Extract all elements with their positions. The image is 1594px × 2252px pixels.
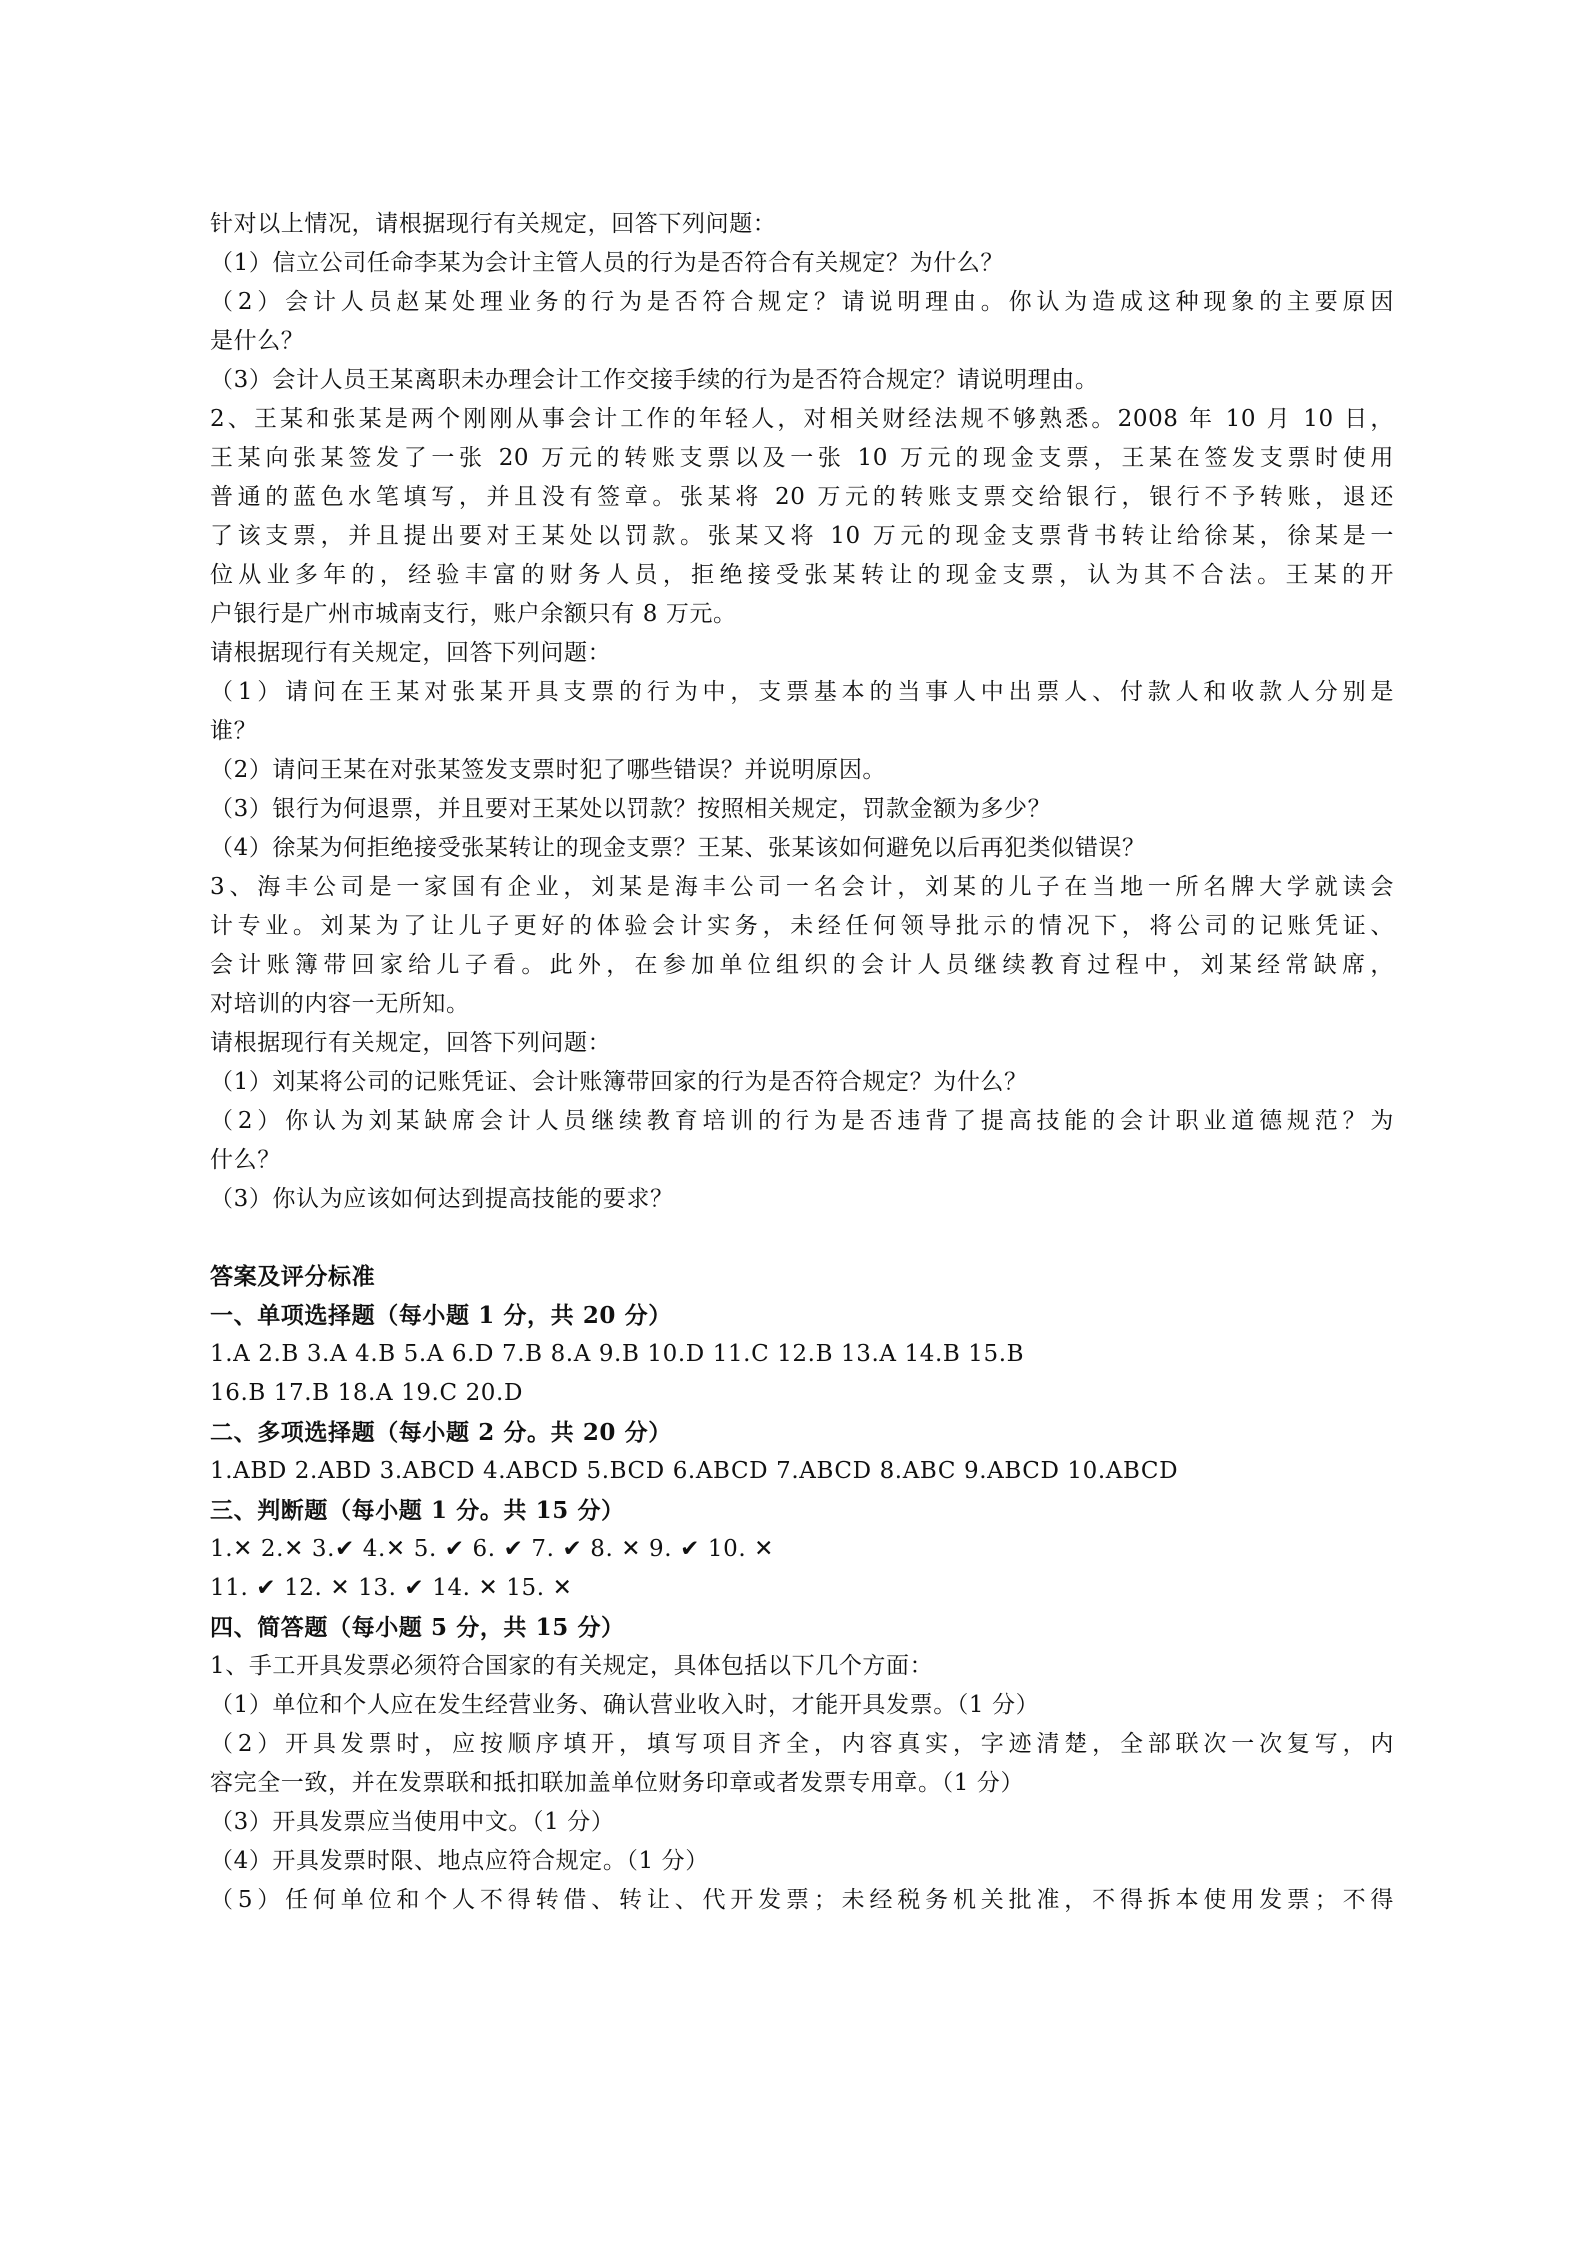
case2-question-1: （1）请问在王某对张某开具支票的行为中，支票基本的当事人中出票人、付款人和收款人分别是 <box>210 679 1394 705</box>
case2-line-2: 王某向张某签发了一张 20 万元的转账支票以及一张 10 万元的现金支票，王某在签发支票时使用 <box>210 445 1394 471</box>
case2-line-1: 2、王某和张某是两个刚刚从事会计工作的年轻人，对相关财经法规不够熟悉。2008 年 10 月 10 日， <box>210 406 1394 432</box>
section3-title: 三、判断题（每小题 1 分。共 15 分） <box>210 1497 625 1524</box>
case3-question-2: （2）你认为刘某缺席会计人员继续教育培训的行为是否违背了提高技能的会计职业道德规范？为 <box>210 1108 1394 1134</box>
case2-line-4: 了该支票，并且提出要对王某处以罚款。张某又将 10 万元的现金支票背书转让给徐某，徐某是一 <box>210 523 1394 549</box>
case2-question-3: （3）银行为何退票，并且要对王某处以罚款？按照相关规定，罚款金额为多少？ <box>210 796 1052 822</box>
section1-title: 一、单项选择题（每小题 1 分，共 20 分） <box>210 1302 672 1329</box>
q1-item-2-cont: 是什么？ <box>210 328 305 354</box>
section2-title: 二、多项选择题（每小题 2 分。共 20 分） <box>210 1419 672 1446</box>
case3-prompt: 请根据现行有关规定，回答下列问题： <box>210 1030 612 1056</box>
case3-line-2: 计专业。刘某为了让儿子更好的体验会计实务，未经任何领导批示的情况下，将公司的记账凭证、 <box>210 913 1394 939</box>
section4-line-1: 1、手工开具发票必须符合国家的有关规定，具体包括以下几个方面： <box>210 1653 934 1679</box>
questions-intro: 针对以上情况，请根据现行有关规定，回答下列问题： <box>210 211 777 237</box>
case3-question-1: （1）刘某将公司的记账凭证、会计账簿带回家的行为是否符合规定？为什么？ <box>210 1069 1028 1095</box>
case3-question-3: （3）你认为应该如何达到提高技能的要求？ <box>210 1186 674 1212</box>
section1-answers-line-2: 16.B 17.B 18.A 19.C 20.D <box>210 1380 523 1406</box>
answers-title: 答案及评分标准 <box>210 1263 376 1290</box>
section4-line-6: （4）开具发票时限、地点应符合规定。（1 分） <box>210 1848 709 1874</box>
document-body <box>210 205 1394 1920</box>
section4-title: 四、简答题（每小题 5 分，共 15 分） <box>210 1614 625 1641</box>
case3-line-3: 会计账簿带回家给儿子看。此外，在参加单位组织的会计人员继续教育过程中，刘某经常缺席， <box>210 952 1394 978</box>
section4-line-4: 容完全一致，并在发票联和抵扣联加盖单位财务印章或者发票专用章。（1 分） <box>210 1770 1025 1796</box>
case3-line-4: 对培训的内容一无所知。 <box>210 991 470 1017</box>
section3-answers-line-2: 11. ✔ 12. ✕ 13. ✔ 14. ✕ 15. ✕ <box>210 1575 573 1601</box>
case2-line-5: 位从业多年的，经验丰富的财务人员，拒绝接受张某转让的现金支票，认为其不合法。王某的开 <box>210 562 1394 588</box>
case3-question-2-cont: 什么？ <box>210 1147 281 1173</box>
section4-line-2: （1）单位和个人应在发生经营业务、确认营业收入时，才能开具发票。（1 分） <box>210 1692 1040 1718</box>
q1-item-2: （2）会计人员赵某处理业务的行为是否符合规定？请说明理由。你认为造成这种现象的主要原因 <box>210 289 1394 315</box>
q1-item-3: （3）会计人员王某离职未办理会计工作交接手续的行为是否符合规定？请说明理由。 <box>210 367 1099 393</box>
case2-question-2: （2）请问王某在对张某签发支票时犯了哪些错误？并说明原因。 <box>210 757 887 783</box>
section4-line-5: （3）开具发票应当使用中文。（1 分） <box>210 1809 615 1835</box>
case3-line-1: 3、海丰公司是一家国有企业，刘某是海丰公司一名会计，刘某的儿子在当地一所名牌大学就读会 <box>210 874 1394 900</box>
section2-answers-line-1: 1.ABD 2.ABD 3.ABCD 4.ABCD 5.BCD 6.ABCD 7.ABCD 8.ABC 9.ABCD 10.ABCD <box>210 1458 1179 1484</box>
q1-item-1: （1）信立公司任命李某为会计主管人员的行为是否符合有关规定？为什么？ <box>210 250 1005 276</box>
case2-question-4: （4）徐某为何拒绝接受张某转让的现金支票？王某、张某该如何避免以后再犯类似错误？ <box>210 835 1146 861</box>
section-gap <box>210 1219 1394 1257</box>
case2-line-3: 普通的蓝色水笔填写，并且没有签章。张某将 20 万元的转账支票交给银行，银行不予转账，退还 <box>210 484 1394 510</box>
case2-prompt: 请根据现行有关规定，回答下列问题： <box>210 640 612 666</box>
case2-question-1-cont: 谁？ <box>210 718 258 744</box>
case2-line-6: 户银行是广州市城南支行，账户余额只有 8 万元。 <box>210 601 737 627</box>
section1-answers-line-1: 1.A 2.B 3.A 4.B 5.A 6.D 7.B 8.A 9.B 10.D 11.C 12.B 13.A 14.B 15.B <box>210 1341 1025 1367</box>
section4-line-3: （2）开具发票时，应按顺序填开，填写项目齐全，内容真实，字迹清楚，全部联次一次复写，内 <box>210 1731 1394 1757</box>
section4-line-7: （5）任何单位和个人不得转借、转让、代开发票；未经税务机关批准，不得拆本使用发票；不得 <box>210 1887 1394 1913</box>
section3-answers-line-1: 1.✕ 2.✕ 3.✔ 4.✕ 5. ✔ 6. ✔ 7. ✔ 8. ✕ 9. ✔ 10. ✕ <box>210 1536 775 1562</box>
